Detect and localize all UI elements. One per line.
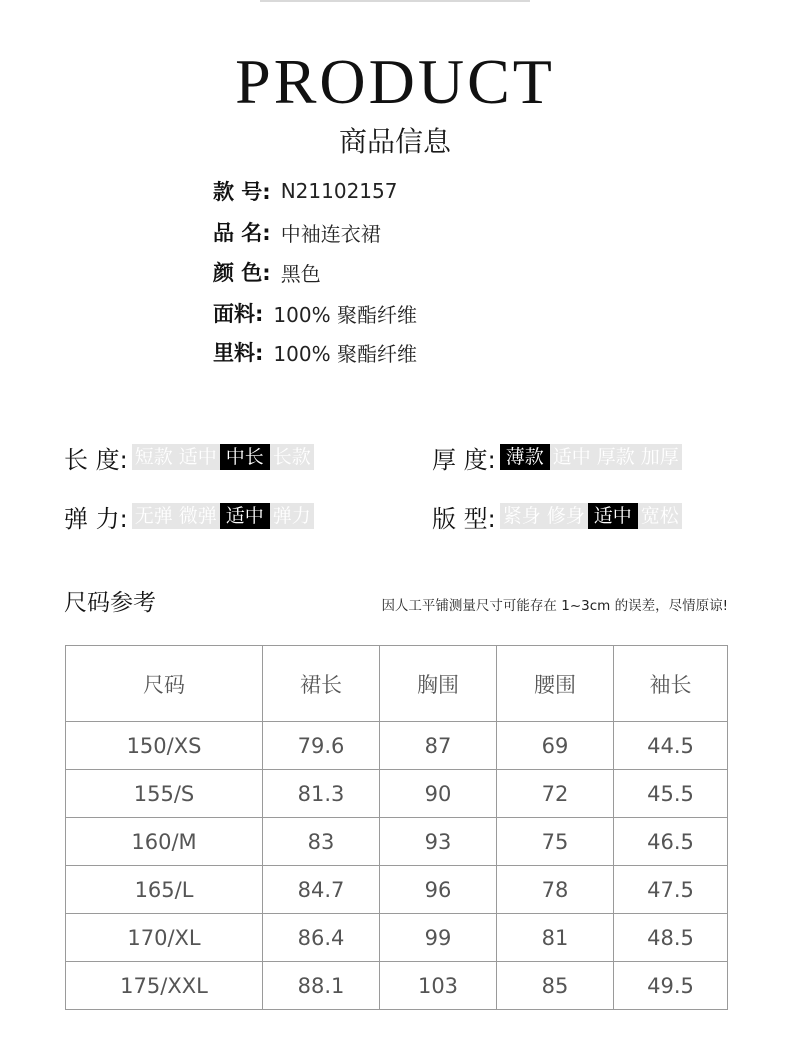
attribute-option: 长款: [272, 446, 311, 468]
attribute-option: 修身: [546, 505, 585, 527]
column-header: 腰围: [497, 646, 614, 722]
table-cell: 79.6: [263, 722, 380, 770]
attribute-option-selected: 中长: [220, 444, 270, 470]
table-cell: 49.5: [614, 962, 728, 1010]
info-label: 面料:: [213, 302, 264, 326]
attribute-length: [64, 441, 314, 473]
attribute-options: [500, 444, 682, 470]
table-row: [66, 914, 728, 962]
table-cell: 160/M: [66, 818, 263, 866]
top-divider: [260, 0, 530, 2]
attribute-option: 加厚: [640, 446, 679, 468]
info-label: 款 号:: [213, 180, 271, 204]
attribute-thickness: [432, 441, 682, 473]
table-cell: 99: [380, 914, 497, 962]
info-label: 品 名:: [213, 221, 271, 245]
info-value: 中袖连衣裙: [280, 221, 381, 246]
column-header: 裙长: [263, 646, 380, 722]
attribute-label: 长 度:: [64, 445, 128, 474]
info-row-fabric: [213, 296, 417, 330]
size-chart-heading: 尺码参考: [64, 590, 156, 616]
page-subtitle: 商品信息: [338, 125, 451, 158]
table-cell: 44.5: [614, 722, 728, 770]
attribute-option: 宽松: [640, 505, 679, 527]
attribute-option: 弹力: [272, 505, 311, 527]
info-row-lining: [213, 335, 417, 369]
table-cell: 46.5: [614, 818, 728, 866]
info-value: 100% 聚酯纤维: [273, 341, 417, 366]
info-row-color: [213, 255, 321, 289]
table-cell: 72: [497, 770, 614, 818]
table-cell: 45.5: [614, 770, 728, 818]
info-row-product-name: [213, 215, 381, 249]
attribute-fit: [432, 500, 682, 532]
attribute-option-selected: 薄款: [500, 444, 550, 470]
attribute-label: 版 型:: [432, 504, 496, 533]
info-row-style-number: [213, 174, 397, 208]
attribute-option: 微弹: [178, 505, 217, 527]
table-cell: 86.4: [263, 914, 380, 962]
attribute-option: 厚款: [596, 446, 635, 468]
attribute-option: 短款: [134, 446, 173, 468]
table-cell: 96: [380, 866, 497, 914]
page-title: PRODUCT: [235, 46, 555, 117]
table-cell: 84.7: [263, 866, 380, 914]
column-header: 胸围: [380, 646, 497, 722]
attribute-option: 无弹: [134, 505, 173, 527]
table-cell: 78: [497, 866, 614, 914]
table-cell: 81.3: [263, 770, 380, 818]
table-cell: 85: [497, 962, 614, 1010]
table-cell: 150/XS: [66, 722, 263, 770]
attribute-options: [500, 503, 682, 529]
column-header: 袖长: [614, 646, 728, 722]
table-cell: 165/L: [66, 866, 263, 914]
table-row: [66, 722, 728, 770]
table-row: [66, 818, 728, 866]
attribute-option: 紧身: [502, 505, 541, 527]
table-cell: 81: [497, 914, 614, 962]
info-label: 颜 色:: [213, 261, 271, 285]
attribute-elasticity: [64, 500, 314, 532]
table-cell: 175/XXL: [66, 962, 263, 1010]
size-chart-note: 因人工平铺测量尺寸可能存在 1~3cm 的误差，尽情原谅!: [381, 598, 728, 614]
table-cell: 48.5: [614, 914, 728, 962]
table-cell: 103: [380, 962, 497, 1010]
table-cell: 90: [380, 770, 497, 818]
attribute-option: 适中: [178, 446, 217, 468]
table-row: [66, 962, 728, 1010]
table-cell: 75: [497, 818, 614, 866]
table-cell: 69: [497, 722, 614, 770]
table-cell: 83: [263, 818, 380, 866]
table-row: [66, 866, 728, 914]
table-cell: 87: [380, 722, 497, 770]
table-cell: 93: [380, 818, 497, 866]
info-value: N21102157: [280, 179, 398, 203]
attribute-label: 厚 度:: [432, 445, 496, 474]
attribute-label: 弹 力:: [64, 504, 128, 533]
info-value: 黑色: [280, 261, 321, 286]
table-cell: 155/S: [66, 770, 263, 818]
column-header: 尺码: [66, 646, 263, 722]
table-header-row: [66, 646, 728, 722]
attribute-options: [132, 503, 314, 529]
attribute-option: 适中: [552, 446, 591, 468]
size-table: [65, 645, 728, 1010]
table-cell: 47.5: [614, 866, 728, 914]
table-cell: 88.1: [263, 962, 380, 1010]
info-value: 100% 聚酯纤维: [273, 302, 417, 327]
attribute-option-selected: 适中: [220, 503, 270, 529]
table-row: [66, 770, 728, 818]
attribute-options: [132, 444, 314, 470]
table-cell: 170/XL: [66, 914, 263, 962]
attribute-option-selected: 适中: [588, 503, 638, 529]
info-label: 里料:: [213, 341, 264, 365]
